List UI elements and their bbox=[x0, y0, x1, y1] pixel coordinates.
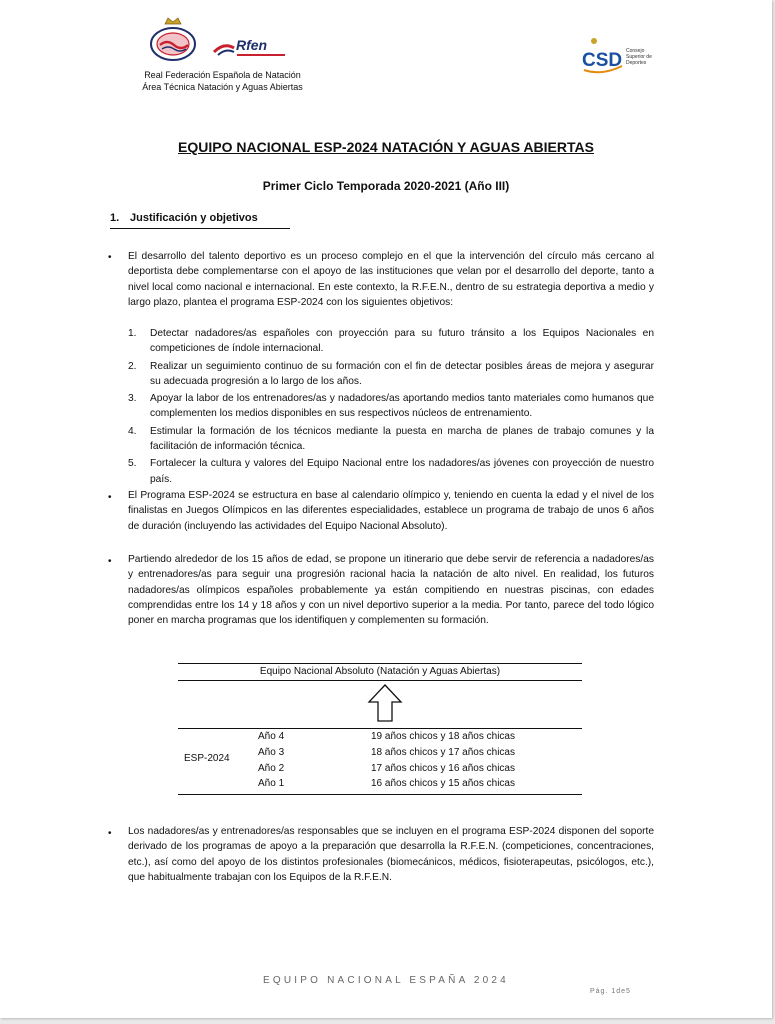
table-year: Año 1 bbox=[258, 778, 285, 789]
rfen-wordmark-logo bbox=[212, 36, 292, 60]
csd-logo bbox=[580, 36, 660, 76]
objective-item bbox=[128, 326, 654, 357]
table-rule bbox=[178, 728, 582, 729]
objective-text: Realizar un seguimiento continuo de su formación con el fin de detectar posibles áreas de mejora y asegurar su adecuada progresión a lo largo de los años. bbox=[150, 360, 654, 387]
objective-item bbox=[128, 424, 654, 455]
table-header: Equipo Nacional Absoluto (Natación y Aguas Abiertas) bbox=[259, 666, 501, 677]
objective-item bbox=[128, 456, 654, 487]
objective-item bbox=[128, 359, 654, 390]
document-subtitle: Primer Ciclo Temporada 2020-2021 (Año III) bbox=[262, 179, 510, 193]
document-title: EQUIPO NACIONAL ESP-2024 NATACIÓN Y AGUAS ABIERTAS bbox=[178, 139, 594, 155]
objective-text: Estimular la formación de los técnicos mediante la puesta en marcha de planes de trabajo comunes y la facilitación de información técnica. bbox=[150, 425, 654, 453]
csd-logo-text: CSD bbox=[582, 50, 623, 71]
objective-text: Fortalecer la cultura y valores del Equipo Nacional entre los nadadores/as jóvenes con proyección de nuestro país. bbox=[150, 458, 654, 485]
table-ages: 18 años chicos y 17 años chicas bbox=[371, 747, 515, 758]
paragraph-support: Los nadadores/as y entrenadores/as responsables que se incluyen en el programa ESP-2024 disponen del soporte derivado de los programas de apoyo a la preparación que desarrolla la R.F.E.N. (competiciones, concentraciones, etc.), así como del apoyo de los distintos profesionales (biomecánicos, médicos, fisioterapeutas, psicólogos, etc.), que habitualmente trabajan con los Equipos de la R.F.E.N. bbox=[128, 826, 654, 883]
objective-number: 4. bbox=[128, 425, 137, 437]
table-ages: 19 años chicos y 18 años chicas bbox=[371, 731, 515, 742]
page-number: Pág. 1de5 bbox=[590, 988, 631, 995]
rfen-logo-text: Rfen bbox=[236, 37, 268, 53]
org-area: Área Técnica Natación y Aguas Abiertas bbox=[142, 82, 303, 92]
table-rule bbox=[178, 680, 582, 681]
objective-number: 3. bbox=[128, 393, 137, 405]
objective-text: Apoyar la labor de los entrenadores/as y nadadores/as aportando medios tanto materiales como humanos que complementen los medios disponibles en sus respectivos núcleos de entrenamiento. bbox=[150, 393, 654, 420]
bullet-icon: • bbox=[108, 556, 112, 567]
section-heading bbox=[110, 212, 290, 229]
page-footer: EQUIPO NACIONAL ESPAÑA 2024 bbox=[263, 975, 509, 986]
bullet-icon: • bbox=[108, 828, 112, 839]
objective-number: 5. bbox=[128, 458, 137, 470]
rfen-seal-logo bbox=[148, 15, 198, 65]
bullet-icon: • bbox=[108, 252, 112, 263]
table-ages: 17 años chicos y 16 años chicas bbox=[371, 763, 515, 774]
paragraph-structure: El Programa ESP-2024 se estructura en base al calendario olímpico y, teniendo en cuenta la edad y el nivel de los finalistas en Juegos Olímpicos en las diferentes especialidades, establece un programa de trabajo de unos 6 años de duración (incluyendo las actividades del Equipo Nacional Absoluto). bbox=[128, 490, 654, 532]
table-rule bbox=[178, 794, 582, 795]
organization-header bbox=[130, 69, 315, 93]
csd-caption-1: Consejo bbox=[626, 48, 645, 54]
section-title: Justificación y objetivos bbox=[130, 212, 258, 224]
paragraph-itinerary: Partiendo alrededor de los 15 años de edad, se propone un itinerario que debe servir de referencia a nadadores/as y entrenadores/as para seguir una progresión racional hacia la natación de alto nivel. En realidad, los futuros nadadores/as olímpicos españoles probablemente ya están compitiendo en nuestras piscinas, con edades comprendidas entre los 14 y 18 años y con un nivel deportivo superior a la media. Por tanto, parece del todo lógico poner en marcha programas que los identifiquen y complementen su formación. bbox=[128, 554, 654, 627]
table-rule bbox=[178, 663, 582, 664]
objective-number: 1. bbox=[128, 328, 137, 339]
table-ages: 16 años chicos y 15 años chicas bbox=[371, 778, 515, 789]
up-arrow-icon bbox=[367, 684, 403, 722]
section-number: 1. bbox=[110, 212, 120, 224]
bullet-icon: • bbox=[108, 492, 112, 503]
table-group-label: ESP-2024 bbox=[184, 753, 230, 764]
csd-caption bbox=[626, 48, 653, 66]
objective-text: Detectar nadadores/as españoles con proyección para su futuro tránsito a los Equipos Nacionales en competiciones de índole internacional. bbox=[150, 328, 654, 355]
objective-item bbox=[128, 391, 654, 422]
objectives-list bbox=[128, 326, 654, 489]
table-year: Año 4 bbox=[258, 731, 285, 742]
csd-caption-2: Superior de bbox=[626, 54, 652, 60]
org-name: Real Federación Española de Natación bbox=[144, 70, 301, 80]
objective-number: 2. bbox=[128, 360, 137, 372]
csd-caption-3: Deportes bbox=[626, 60, 647, 66]
table-year: Año 2 bbox=[258, 763, 285, 774]
paragraph-intro: El desarrollo del talento deportivo es un proceso complejo en el que la intervención del círculo más cercano al deportista debe complementarse con el apoyo de las instituciones que velan por el desarrollo del deporte, tanto a nivel local como nacional e internacional. En este contexto, la R.F.E.N., dentro de su estrategia deportiva a medio y largo plazo, plantea el programa ESP-2024 con los siguientes objetivos: bbox=[128, 251, 654, 308]
table-year: Año 3 bbox=[258, 747, 285, 758]
